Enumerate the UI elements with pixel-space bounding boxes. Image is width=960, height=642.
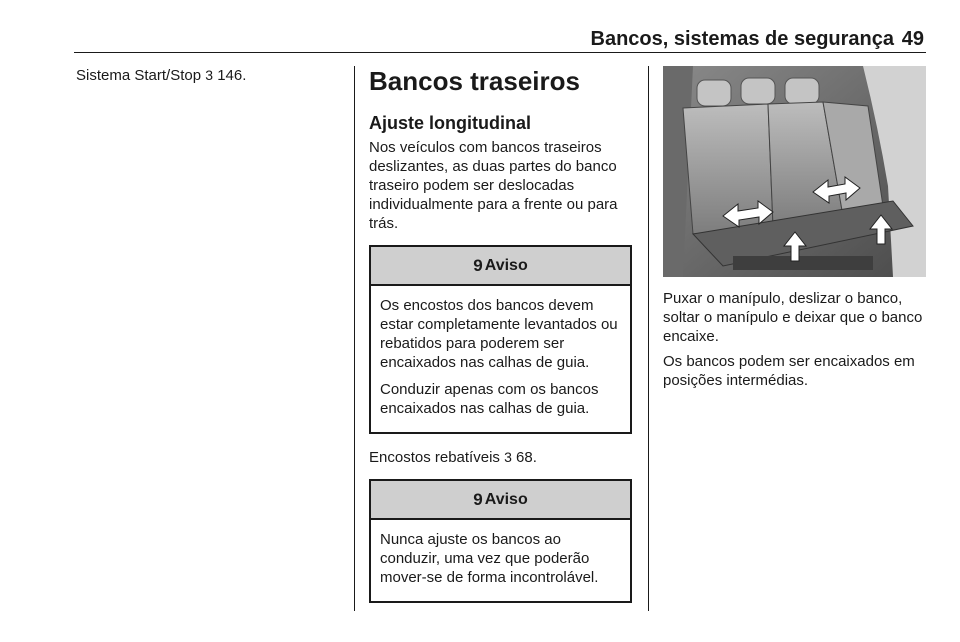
encostos-reference [369,448,632,467]
warning-2-paragraph-1: Nunca ajuste os bancos ao conduzir, uma vez que poderão mover-se de forma incontrolável. [380,531,599,586]
warning-triangle-icon: 9 [473,256,483,275]
warning-box-2 [369,479,632,603]
start-stop-text: Sistema Start/Stop [76,67,202,84]
encostos-text: Encostos rebatíveis [369,449,500,466]
column-left [76,66,346,91]
warning-body-1 [371,286,630,432]
page-number: 49 [901,28,924,50]
warning-triangle-icon: 9 [473,490,483,509]
column-middle [369,66,632,617]
warning-box-1 [369,245,632,434]
reference-arrow-icon: 3 [504,449,512,465]
warning-title-1: Aviso [484,257,528,274]
header-title: Bancos, sistemas de segurança [590,28,894,50]
warning-body-2 [371,520,630,601]
start-stop-reference [76,66,346,85]
reference-arrow-icon: 3 [205,67,214,83]
figure-caption-1: Puxar o manípulo, deslizar o banco, soltar o manípulo e deixar que o banco encaixe. [663,290,923,345]
rear-seat-adjustment-illustration [663,66,926,277]
column-divider-right [648,66,649,611]
warning-header-1 [371,247,630,286]
section-title: Bancos traseiros [369,66,580,96]
header-rule [74,52,926,53]
intro-paragraph: Nos veículos com bancos traseiros deslizantes, as duas partes do banco traseiro podem ser deslocadas individualmente para a frente ou para trás. [369,139,618,232]
warning-header-2 [371,481,630,520]
encostos-page-ref[interactable]: 68. [516,449,537,466]
start-stop-page-ref[interactable]: 146. [217,67,247,84]
sub-title: Ajuste longitudinal [369,113,531,133]
warning-1-paragraph-1: Os encostos dos bancos devem estar completamente levantados ou rebatidos para poderem ser encaixados nas calhas de guia. [380,297,618,371]
column-divider-left [354,66,355,611]
column-right [663,66,926,396]
figure-caption-2: Os bancos podem ser encaixados em posições intermédias. [663,353,915,389]
warning-1-paragraph-2: Conduzir apenas com os bancos encaixados nas calhas de guia. [380,381,599,417]
warning-title-2: Aviso [484,491,528,508]
